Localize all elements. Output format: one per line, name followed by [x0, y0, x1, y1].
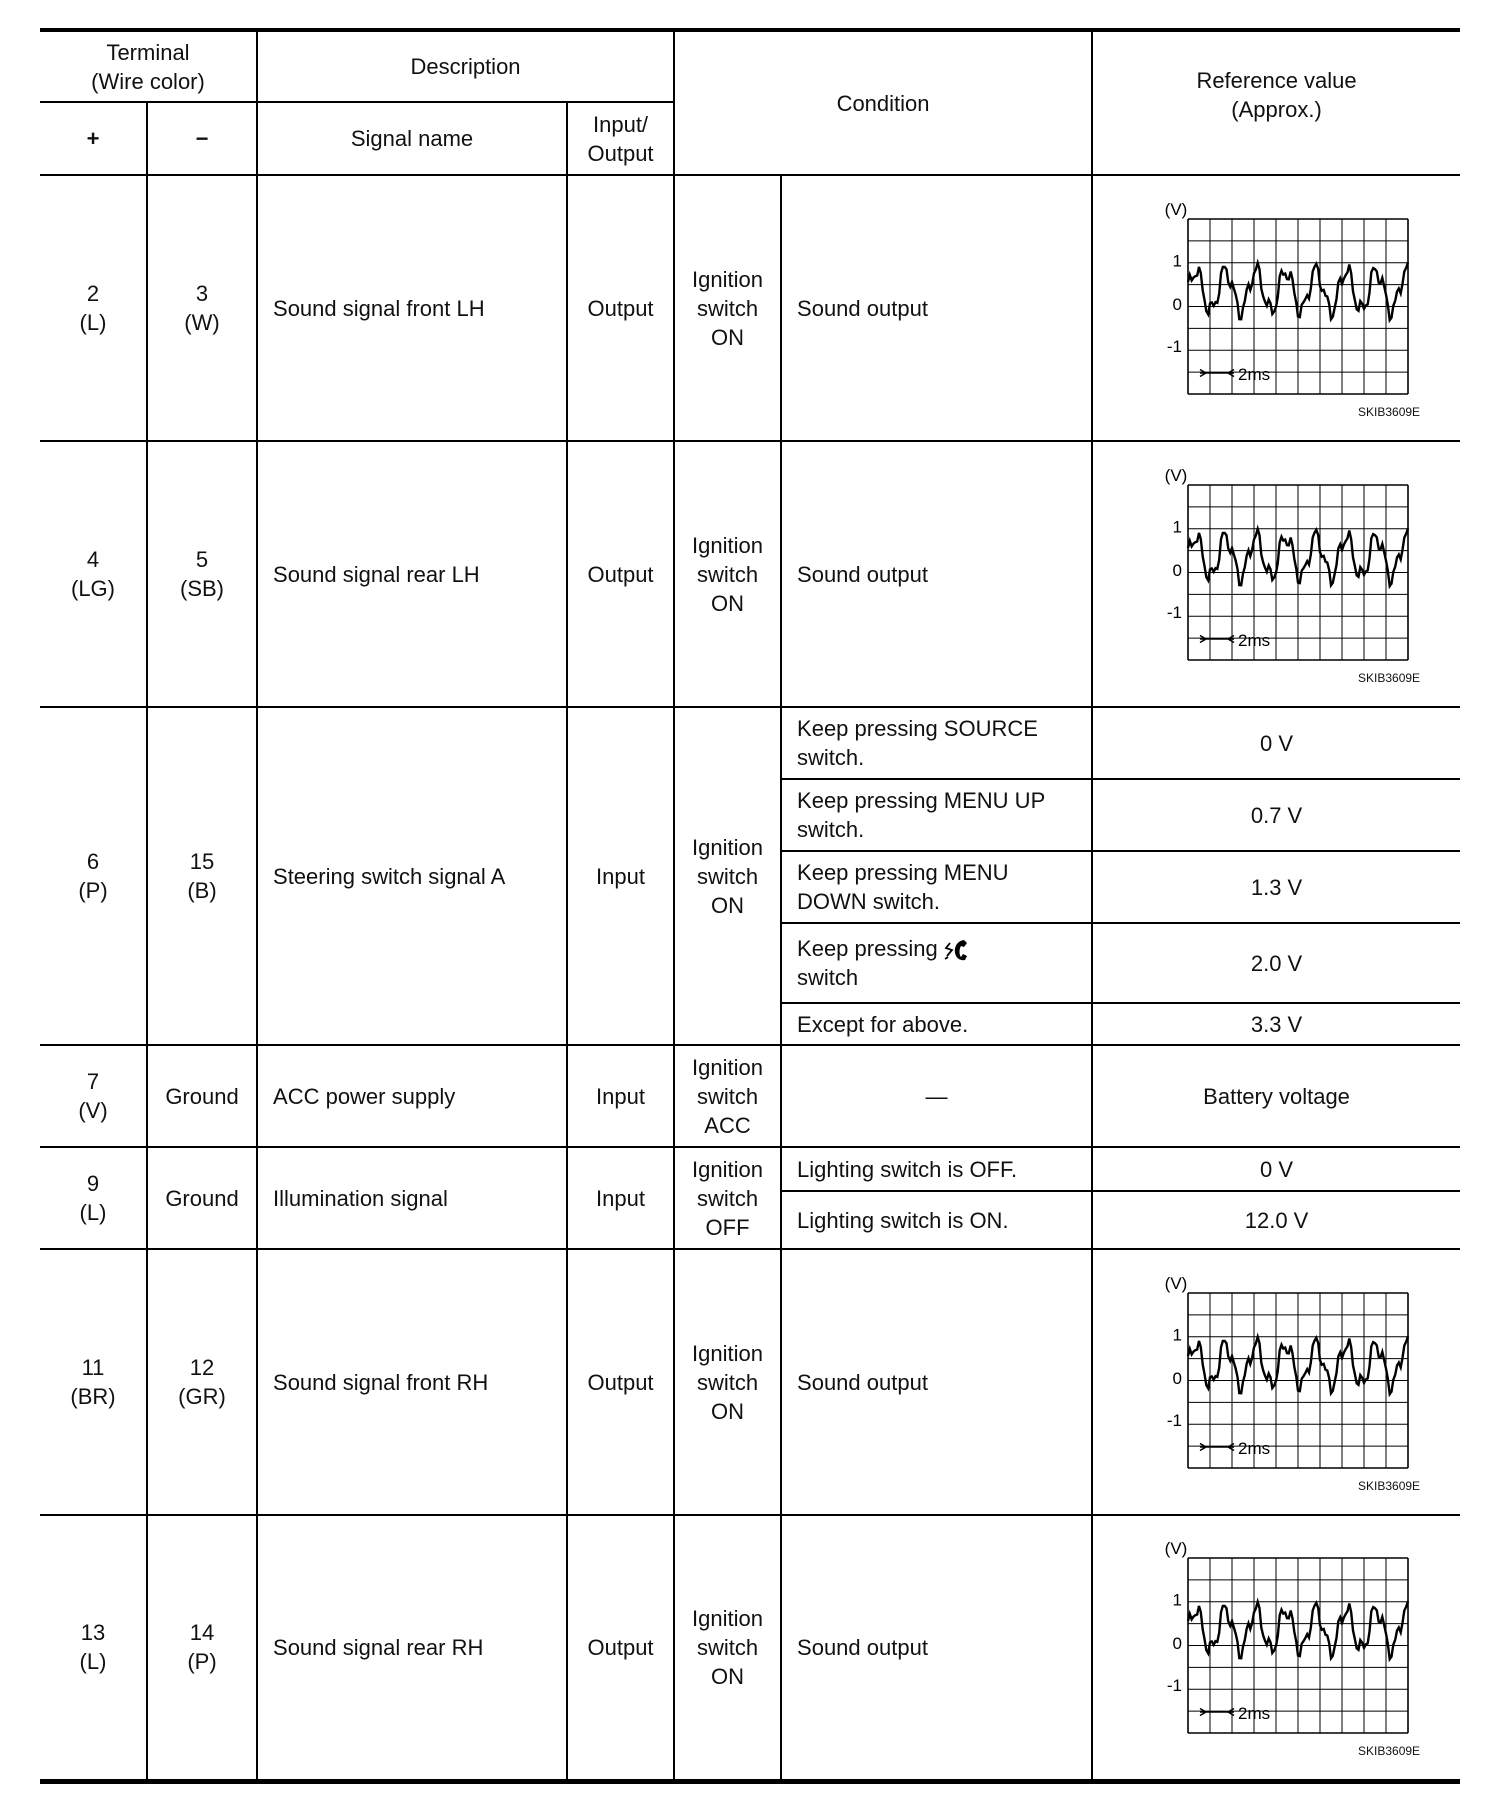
signal-name-cell: Steering switch signal A: [257, 707, 567, 1045]
table-row: [40, 441, 1460, 707]
condition-cell: —: [781, 1045, 1092, 1147]
table-row: [40, 1147, 1460, 1191]
time-span-label: 2ms: [1237, 365, 1270, 384]
signal-name-cell: Sound signal front RH: [257, 1249, 567, 1515]
plus-terminal-cell: 7 (V): [40, 1045, 147, 1147]
ignition-condition-cell: Ignition switch ON: [674, 1515, 781, 1781]
table-row: [40, 1045, 1460, 1147]
y-tick-label: -1: [1166, 337, 1182, 356]
condition-cell: Sound output: [781, 175, 1092, 441]
figure-code: SKIB3609E: [1358, 405, 1421, 419]
table-row: [40, 175, 1460, 441]
y-tick-label: 1: [1172, 251, 1182, 271]
waveform-unit-label: (V): [1164, 1539, 1187, 1559]
condition-header: Condition: [674, 30, 1092, 175]
y-tick-label: 0: [1172, 1369, 1182, 1388]
reference-value-cell: Battery voltage: [1092, 1045, 1460, 1147]
y-tick-label: 1: [1172, 517, 1182, 537]
waveform-grid: [1188, 1293, 1408, 1468]
description-header: Description: [257, 30, 674, 102]
plus-terminal-cell: 11 (BR): [40, 1249, 147, 1515]
figure-code: SKIB3609E: [1358, 671, 1421, 685]
ignition-condition-cell: Ignition switch ON: [674, 441, 781, 707]
plus-terminal-cell: 2 (L): [40, 175, 147, 441]
reference-value-cell: 0.7 V: [1092, 779, 1460, 851]
signal-name-header: Signal name: [257, 102, 567, 175]
condition-cell: Keep pressing MENU UP switch.: [781, 779, 1092, 851]
minus-terminal-cell: 14 (P): [147, 1515, 257, 1781]
waveform-grid: [1188, 485, 1408, 660]
time-span-arrow: [1200, 1444, 1234, 1451]
input-output-cell: Input: [567, 707, 674, 1045]
input-output-header: Input/ Output: [567, 102, 674, 175]
condition-cell: Keep pressing switch: [781, 923, 1092, 1003]
reference-value-cell: 12.0 V: [1092, 1191, 1460, 1249]
reference-value-header: Reference value (Approx.): [1092, 30, 1460, 175]
plus-terminal-cell: 9 (L): [40, 1147, 147, 1249]
input-output-cell: Input: [567, 1147, 674, 1249]
input-output-cell: Output: [567, 1249, 674, 1515]
input-output-cell: Input: [567, 1045, 674, 1147]
reference-waveform-cell: [1092, 175, 1460, 441]
y-tick-label: 0: [1172, 1634, 1182, 1654]
signal-name-cell: Illumination signal: [257, 1147, 567, 1249]
reference-value-cell: 1.3 V: [1092, 851, 1460, 923]
waveform-grid: [1188, 219, 1408, 394]
input-output-cell: Output: [567, 175, 674, 441]
minus-terminal-cell: Ground: [147, 1147, 257, 1249]
table-row: [40, 707, 1460, 779]
time-span-arrow: [1200, 370, 1234, 377]
minus-terminal-cell: 15 (B): [147, 707, 257, 1045]
reference-value-cell: 0 V: [1092, 707, 1460, 779]
y-tick-label: -1: [1166, 1676, 1182, 1696]
condition-cell: Lighting switch is ON.: [781, 1191, 1092, 1249]
minus-terminal-cell: 5 (SB): [147, 441, 257, 707]
terminal-reference-table: [40, 28, 1460, 1784]
input-output-cell: Output: [567, 441, 674, 707]
voice-phone-icon: [944, 937, 972, 963]
plus-terminal-cell: 6 (P): [40, 707, 147, 1045]
input-output-cell: Output: [567, 1515, 674, 1781]
waveform-unit-label: (V): [1164, 200, 1187, 219]
time-span-label: 2ms: [1237, 631, 1270, 650]
ignition-condition-cell: Ignition switch ON: [674, 175, 781, 441]
signal-name-cell: Sound signal rear LH: [257, 441, 567, 707]
time-span-label: 2ms: [1237, 1439, 1270, 1458]
y-tick-label: 0: [1172, 561, 1182, 580]
y-tick-label: 1: [1172, 1325, 1182, 1345]
waveform-unit-label: (V): [1164, 466, 1187, 485]
y-tick-label: 0: [1172, 295, 1182, 314]
condition-cell: Keep pressing MENU DOWN switch.: [781, 851, 1092, 923]
signal-name-cell: Sound signal rear RH: [257, 1515, 567, 1781]
ignition-condition-cell: Ignition switch ACC: [674, 1045, 781, 1147]
figure-code: SKIB3609E: [1358, 1479, 1421, 1493]
ignition-condition-cell: Ignition switch ON: [674, 707, 781, 1045]
time-span-arrow: [1200, 1709, 1234, 1716]
terminal-header: Terminal (Wire color): [40, 30, 257, 102]
y-tick-label: -1: [1166, 1411, 1182, 1430]
reference-value-cell: 0 V: [1092, 1147, 1460, 1191]
condition-cell: Except for above.: [781, 1003, 1092, 1045]
condition-cell: Sound output: [781, 441, 1092, 707]
minus-terminal-header: −: [147, 102, 257, 175]
signal-name-cell: ACC power supply: [257, 1045, 567, 1147]
reference-waveform-cell: [1092, 1515, 1460, 1781]
condition-cell: Keep pressing SOURCE switch.: [781, 707, 1092, 779]
y-tick-label: 1: [1172, 1590, 1182, 1610]
waveform-chart: [1122, 1536, 1432, 1746]
plus-terminal-header: +: [40, 102, 147, 175]
table-row: [40, 1515, 1460, 1781]
plus-terminal-cell: 13 (L): [40, 1515, 147, 1781]
ignition-condition-cell: Ignition switch ON: [674, 1249, 781, 1515]
condition-cell: Sound output: [781, 1249, 1092, 1515]
plus-terminal-cell: 4 (LG): [40, 441, 147, 707]
waveform-chart: [1122, 197, 1432, 407]
reference-value-cell: 2.0 V: [1092, 923, 1460, 1003]
minus-terminal-cell: Ground: [147, 1045, 257, 1147]
table-row: [40, 1249, 1460, 1515]
waveform-chart: [1122, 1271, 1432, 1481]
condition-cell: Lighting switch is OFF.: [781, 1147, 1092, 1191]
reference-waveform-cell: [1092, 1249, 1460, 1515]
reference-waveform-cell: [1092, 441, 1460, 707]
waveform-grid: [1188, 1558, 1408, 1733]
time-span-label: 2ms: [1237, 1704, 1270, 1724]
figure-code: SKIB3609E: [1358, 1744, 1421, 1759]
reference-value-cell: 3.3 V: [1092, 1003, 1460, 1045]
ignition-condition-cell: Ignition switch OFF: [674, 1147, 781, 1249]
condition-cell: Sound output: [781, 1515, 1092, 1781]
minus-terminal-cell: 3 (W): [147, 175, 257, 441]
signal-name-cell: Sound signal front LH: [257, 175, 567, 441]
time-span-arrow: [1200, 636, 1234, 643]
waveform-unit-label: (V): [1164, 1274, 1187, 1293]
y-tick-label: -1: [1166, 603, 1182, 622]
minus-terminal-cell: 12 (GR): [147, 1249, 257, 1515]
waveform-chart: [1122, 463, 1432, 673]
